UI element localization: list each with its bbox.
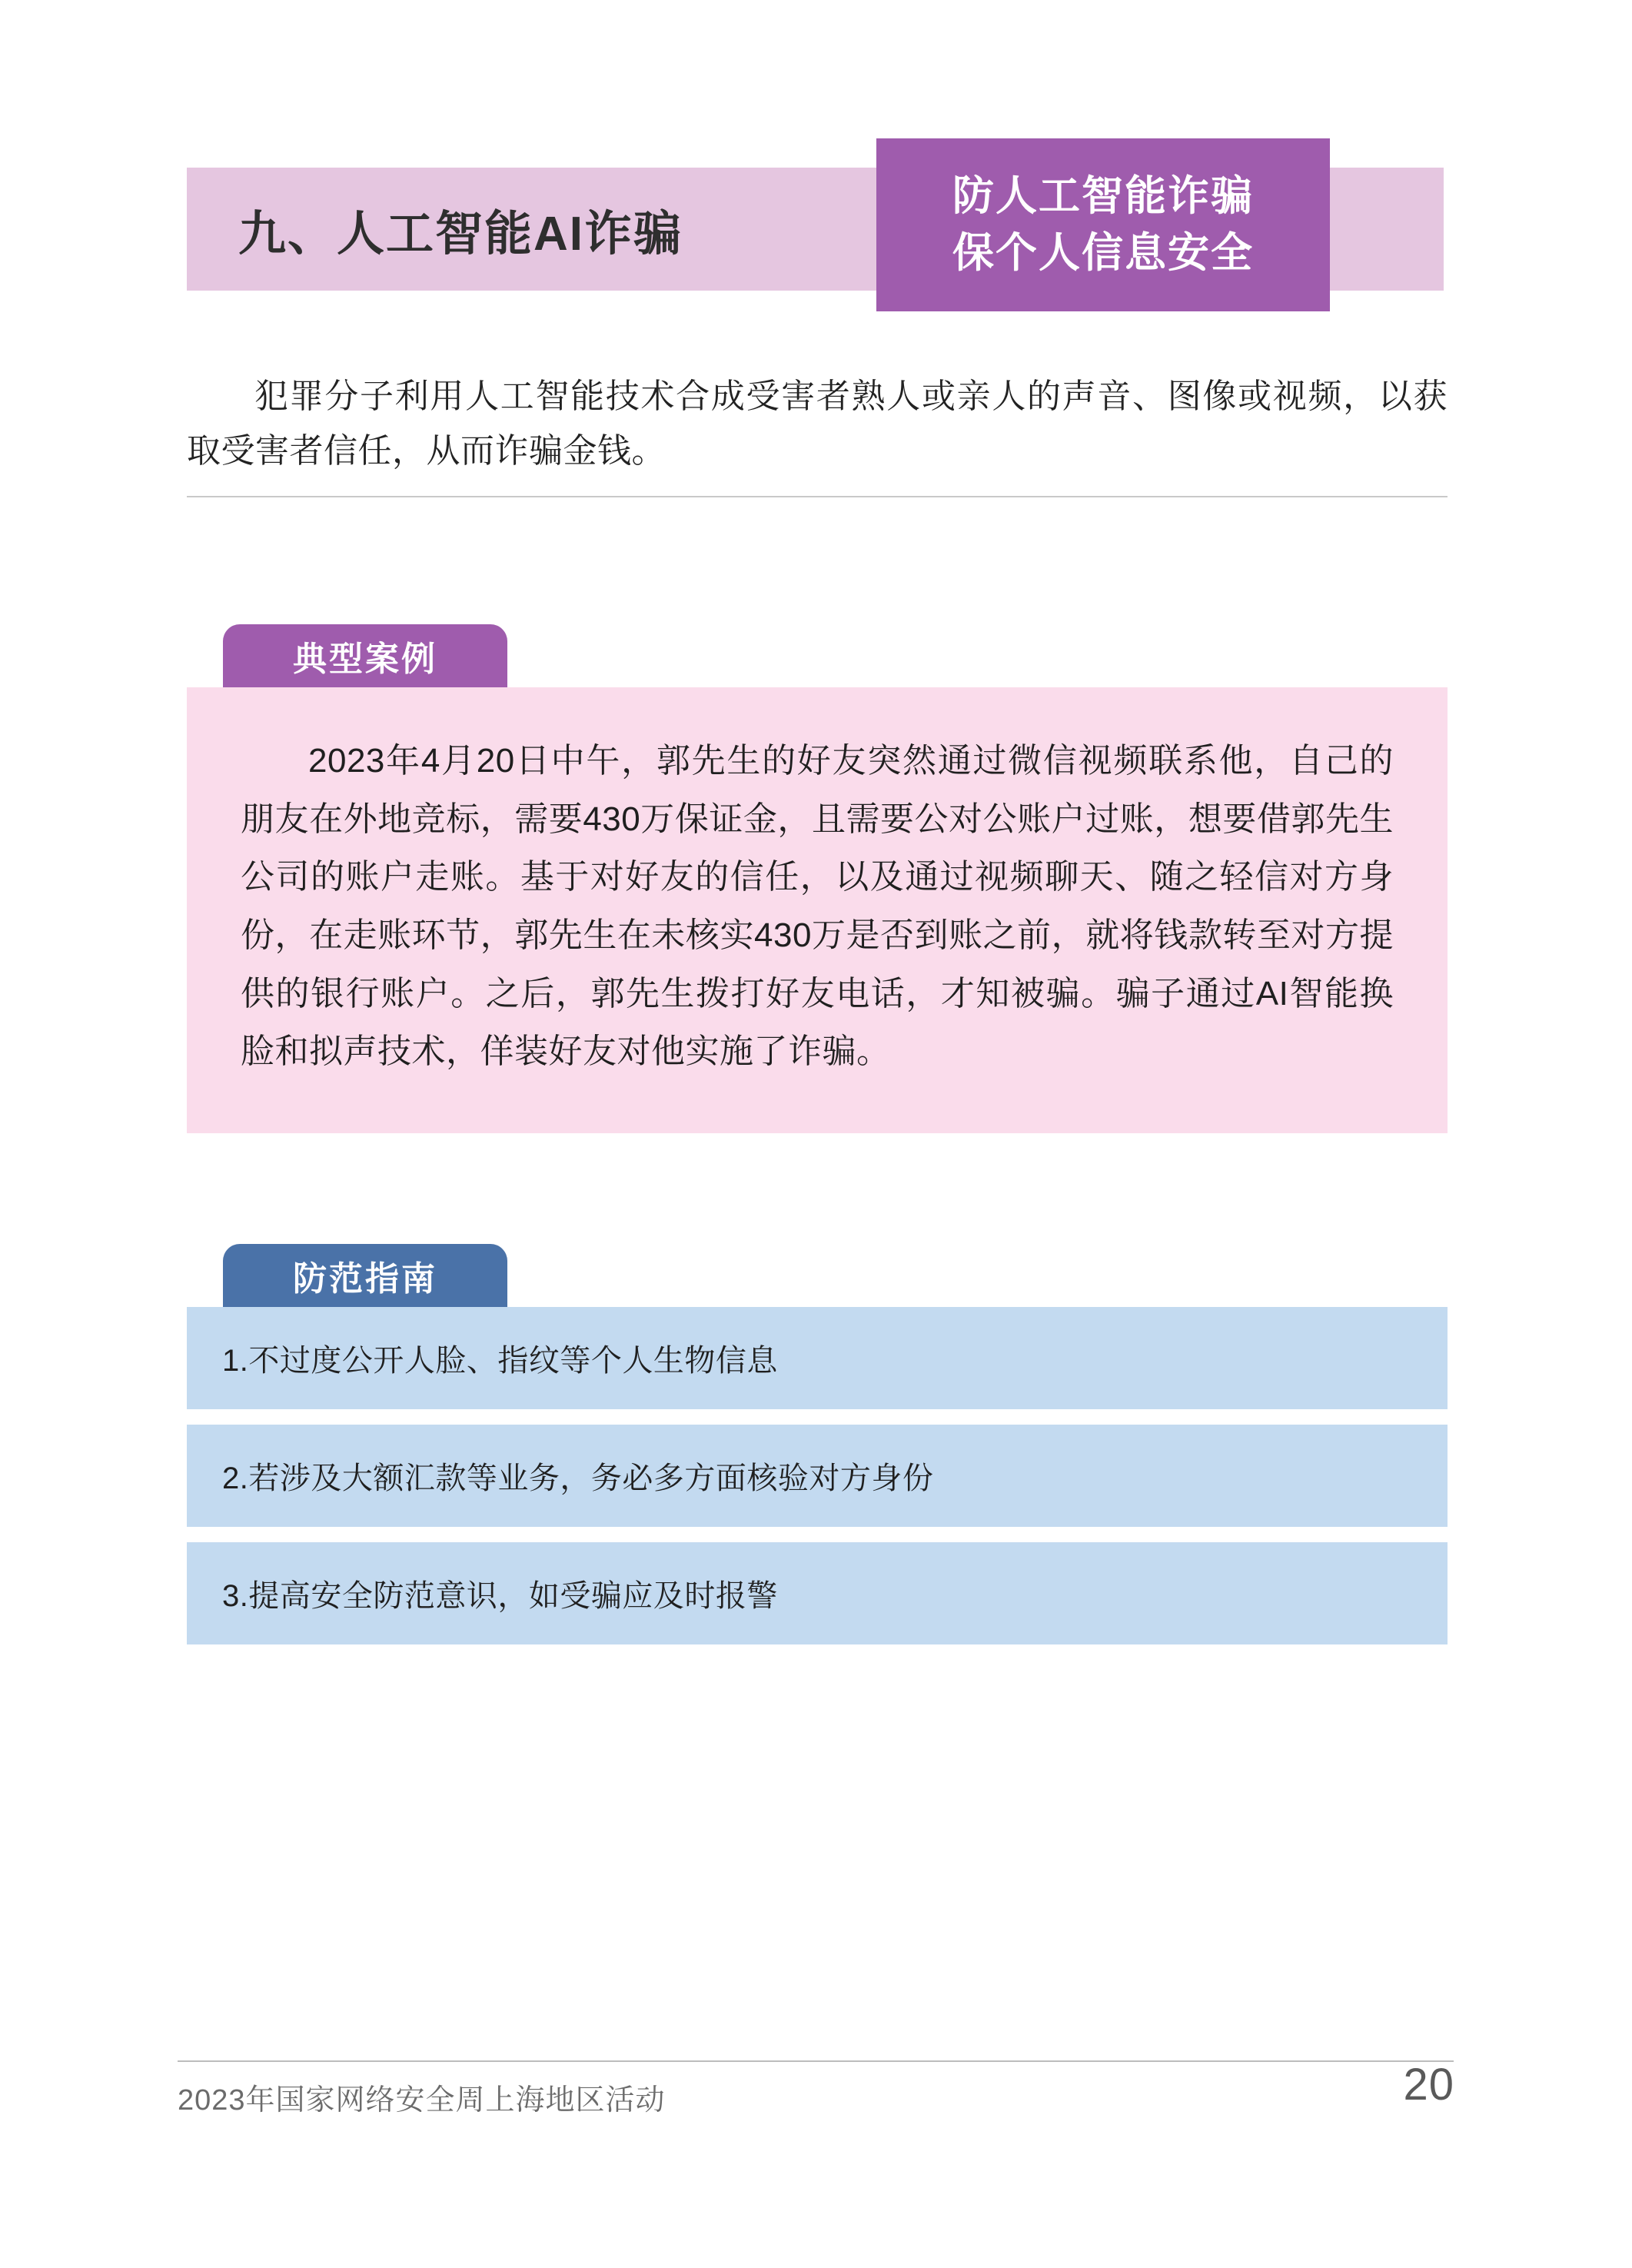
case-section-tab: 典型案例 [223,624,507,687]
slogan-line-1: 防人工智能诈骗 [952,172,1254,219]
page-number: 20 [1403,2060,1454,2110]
page-title: 九、人工智能AI诈骗 [238,207,683,261]
guide-section-tab: 防范指南 [223,1244,507,1307]
footer-divider [178,2060,1454,2062]
page-header [0,131,1632,331]
footer-caption: 2023年国家网络安全周上海地区活动 [178,2084,666,2117]
case-text: 2023年4月20日中午，郭先生的好友突然通过微信视频联系他，自己的朋友在外地竞标，需要430万保证金，且需要公对公账户过账，想要借郭先生公司的账户走账。基于对好友的信任，以及通过视频聊天、随之轻信对方身份，在走账环节，郭先生在未核实430万是否到账之前，就将钱款转至对方提供的银行账户。之后，郭先生拨打好友电话，才知被骗。骗子通过AI智能换脸和拟声技术，佯装好友对他实施了诈骗。 [241,742,1394,1071]
case-section-body [187,687,1448,1133]
list-item: 1.不过度公开人脸、指纹等个人生物信息 [187,1307,1448,1409]
list-item: 2.若涉及大额汇款等业务，务必多方面核验对方身份 [187,1425,1448,1527]
intro-divider [187,496,1448,497]
intro-paragraph: 犯罪分子利用人工智能技术合成受害者熟人或亲人的声音、图像或视频，以获取受害者信任，从而诈骗金钱。 [187,377,1448,471]
slogan-line-2: 保个人信息安全 [952,229,1254,276]
guide-list [187,1307,1448,1660]
slogan-box [876,138,1330,311]
list-item: 3.提高安全防范意识，如受骗应及时报警 [187,1542,1448,1644]
